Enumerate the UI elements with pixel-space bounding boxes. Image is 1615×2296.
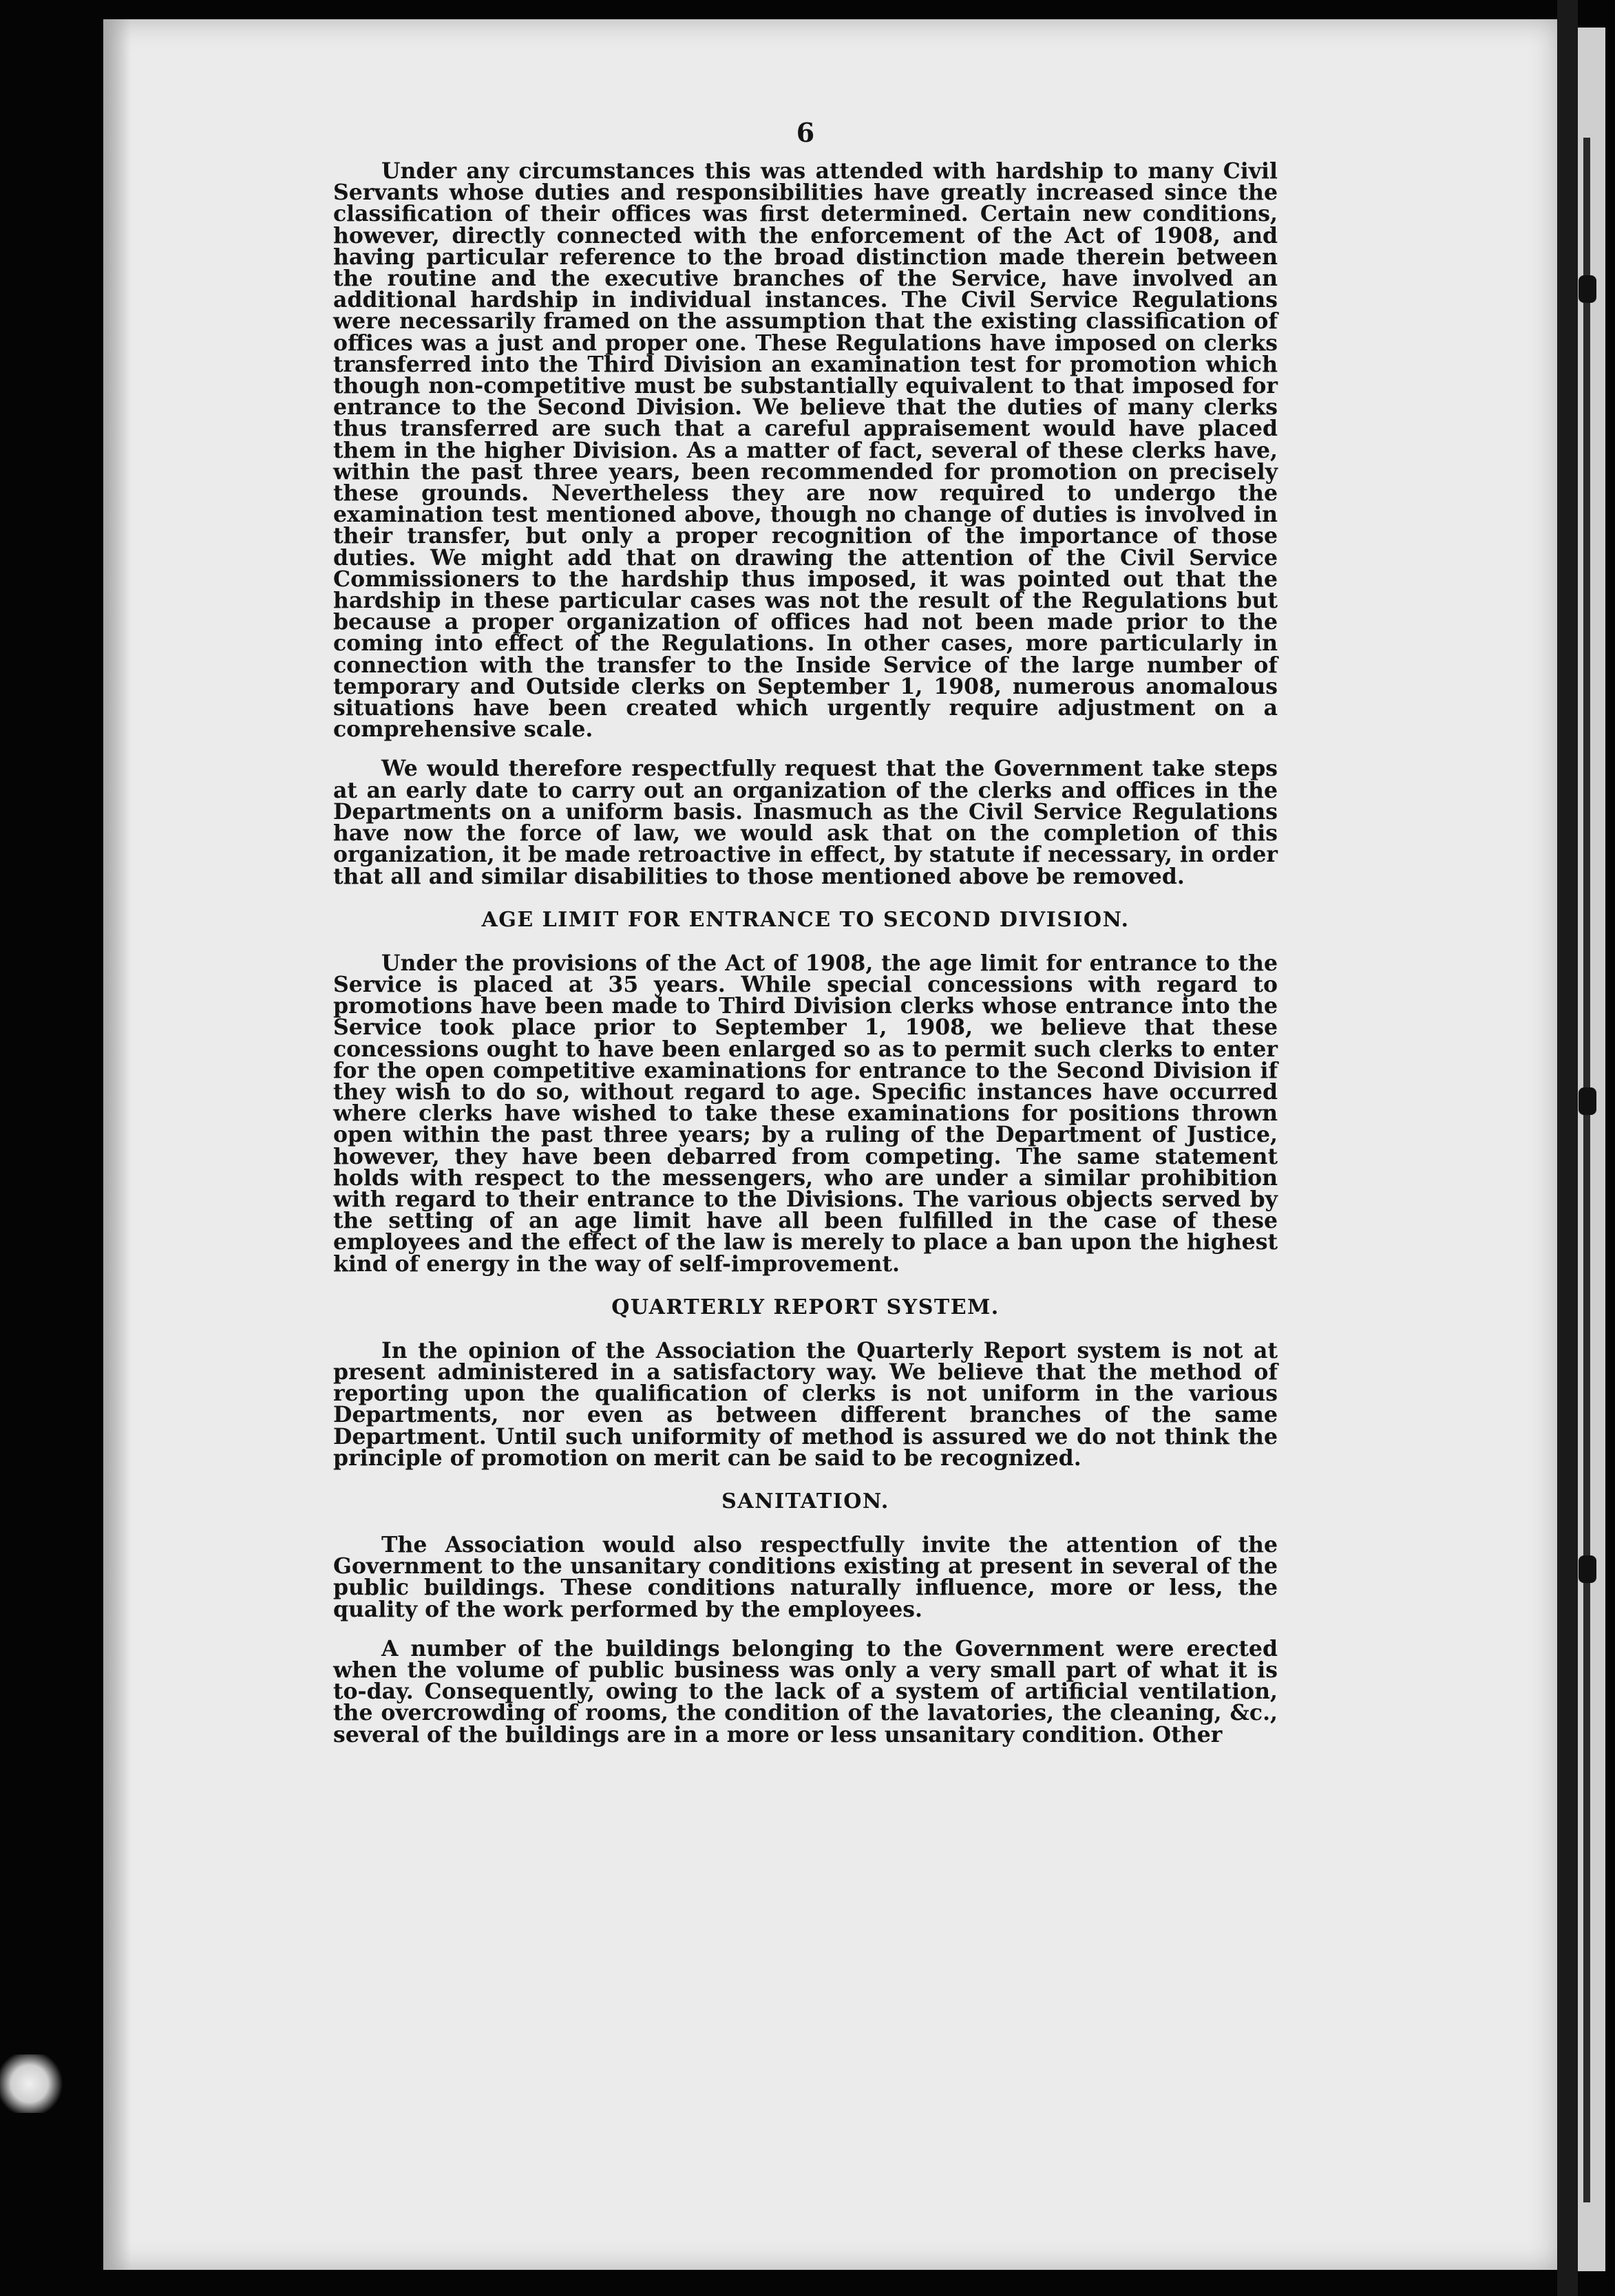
section-heading: SANITATION. xyxy=(721,1489,889,1513)
body-paragraph: We would therefore respectfully request that the Government take steps at an early date to carry out an organization of the clerks and offices in the Departments on a uniform basis. Inasmuch as the Civil Service Regulations have now the force of law, we would ask that on the completion of this organization, it be made retroactive in effect, by statute if necessary, in order that all and similar disabilities to those mentioned above be removed. xyxy=(333,756,1278,889)
body-paragraph: Under the provisions of the Act of 1908, the age limit for entrance to the Service is placed at 35 years. While special concessions with regard to promotions have been made to Third Division clerks whose entrance into the Service took place prior to September 1, 1908, we believe that these concessions ought to have been enlarged so as to permit such clerks to enter for the open competitive examinations for entrance to the Second Division if they wish to do so, without regard to age. Specific instances have occurred where clerks have wished to take these examinations for positions thrown open within the past three years; by a ruling of the Department of Justice, however, they have been debarred from competing. The same statement holds with respect to the messengers, who are under a similar prohibition with regard to their entrance to the Divisions. The various objects served by the setting of an age limit have all been fulfilled in the case of these employees and the effect of the law is merely to place a ban upon the highest kind of energy in the way of self-improvement. xyxy=(333,950,1278,1277)
binding-clip-mark xyxy=(1579,275,1596,303)
body-paragraph: A number of the buildings belonging to the Government were erected when the volume of public business was only a very small part of what it is to-day. Consequently, owing to the lack of a system of artificial ventilation, the overcrowding of rooms, the condition of the lavatories, the cleaning, &c., several of the buildings are in a more or less unsanitary condition. Other xyxy=(333,1635,1278,1747)
page-edge xyxy=(1557,0,1578,2296)
section-heading: AGE LIMIT FOR ENTRANCE TO SECOND DIVISION. xyxy=(481,907,1130,932)
binding-clip-mark xyxy=(1579,1555,1596,1583)
binding-line xyxy=(1583,138,1590,2202)
body-paragraph: In the opinion of the Association the Quarterly Report system is not at present administered in a satisfactory way. We believe that the method of reporting upon the qualification of clerks is not uniform in the various Departments, nor even as between different branches of the same Department. Until such uniformity of method is assured we do not think the principle of promotion on merit can be said to be recognized. xyxy=(333,1337,1278,1471)
body-paragraph: Under any circumstances this was attended with hardship to many Civil Servants whose duties and responsibilities have greatly increased since the classification of their offices was first determined. Certain new conditions, however, directly connected with the enforcement of the Act of 1908, and having particular reference to the broad distinction made therein between the routine and the executive branches of the Service, have involved an additional hardship in individual instances. The Civil Service Regulations were necessarily framed on the assumption that the existing classification of offices was a just and proper one. These Regulations have imposed on clerks transferred into the Third Division an examination test for promotion which though non-competitive must be substantially equivalent to that imposed for entrance to the Second Division. We believe that the duties of many clerks thus transferred are such that a careful appraisement would have placed them in the higher Division. As a matter of fact, several of these clerks have, within the past three years, been recommended for promotion on precisely these grounds. Nevertheless they are now required to undergo the examination test mentioned above, though no change of duties is involved in their transfer, but only a proper recognition of the importance of those duties. We might add that on drawing the attention of the Civil Service Commissioners to the hardship thus imposed, it was pointed out that the hardship in these particular cases was not the result of the Regulations but because a proper organization of offices had not been made prior to the coming into effect of the Regulations. In other cases, more particularly in connection with the transfer to the Inside Service of the large number of temporary and Outside clerks on September 1, 1908, numerous anomalous situations have been created which urgently require adjustment on a comprehensive scale. xyxy=(333,158,1278,743)
page-gutter-shadow xyxy=(103,19,131,2270)
page-number: 6 xyxy=(796,117,815,148)
body-paragraph: The Association would also respectfully invite the attention of the Government to the unsanitary conditions existing at present in several of the public buildings. These conditions naturally influence, more or less, the quality of the work performed by the employees. xyxy=(333,1531,1278,1622)
section-heading: QUARTERLY REPORT SYSTEM. xyxy=(611,1295,1000,1319)
scan-artifact-blot xyxy=(0,2054,65,2113)
adjacent-page-strip xyxy=(1578,28,1605,2271)
text-column xyxy=(333,117,1278,1745)
binding-clip-mark xyxy=(1579,1087,1596,1115)
